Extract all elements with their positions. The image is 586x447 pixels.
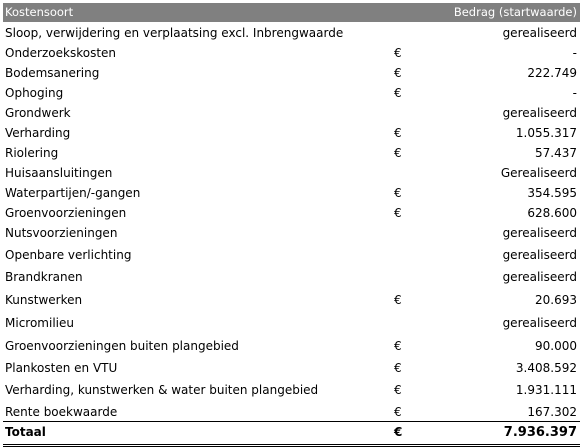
table-row bbox=[3, 336, 580, 356]
row-currency: € bbox=[394, 383, 402, 397]
row-currency: € bbox=[394, 126, 402, 140]
table-row bbox=[3, 203, 580, 223]
row-amount: gerealiseerd bbox=[502, 316, 577, 330]
row-label: Rente boekwaarde bbox=[5, 405, 118, 419]
row-amount: Gerealiseerd bbox=[500, 166, 577, 180]
row-amount: 167.302 bbox=[527, 405, 577, 419]
row-currency: € bbox=[394, 146, 402, 160]
row-label: Micromilieu bbox=[5, 316, 74, 330]
table-row bbox=[3, 380, 580, 400]
row-label: Huisaansluitingen bbox=[5, 166, 113, 180]
row-label: Ophoging bbox=[5, 86, 64, 100]
row-amount: 20.693 bbox=[535, 293, 577, 307]
row-amount: gerealiseerd bbox=[502, 270, 577, 284]
table-row bbox=[3, 183, 580, 203]
row-currency: € bbox=[394, 405, 402, 419]
table-row bbox=[3, 83, 580, 103]
table-row bbox=[3, 143, 580, 163]
row-amount: gerealiseerd bbox=[502, 26, 577, 40]
row-currency: € bbox=[394, 66, 402, 80]
row-amount: 222.749 bbox=[527, 66, 577, 80]
row-amount: - bbox=[572, 46, 577, 60]
row-label: Kunstwerken bbox=[5, 293, 83, 307]
table-row bbox=[3, 63, 580, 83]
row-currency: € bbox=[394, 186, 402, 200]
total-currency: € bbox=[394, 425, 403, 439]
table-row bbox=[3, 313, 580, 333]
row-label: Onderzoekskosten bbox=[5, 46, 117, 60]
row-label: Bodemsanering bbox=[5, 66, 100, 80]
row-label: Openbare verlichting bbox=[5, 248, 132, 262]
row-label: Groenvoorzieningen buiten plangebied bbox=[5, 339, 239, 353]
row-label: Riolering bbox=[5, 146, 59, 160]
table-row bbox=[3, 103, 580, 123]
row-currency: € bbox=[394, 339, 402, 353]
row-amount: - bbox=[572, 86, 577, 100]
table-row bbox=[3, 358, 580, 378]
row-amount: gerealiseerd bbox=[502, 226, 577, 240]
row-amount: 57.437 bbox=[535, 146, 577, 160]
table-row bbox=[3, 402, 580, 422]
row-label: Grondwerk bbox=[5, 106, 71, 120]
row-label: Sloop, verwijdering en verplaatsing excl. Inbrengwaarde bbox=[5, 26, 344, 40]
row-label: Groenvoorzieningen bbox=[5, 206, 127, 220]
row-currency: € bbox=[394, 293, 402, 307]
table-row bbox=[3, 290, 580, 310]
row-label: Verharding bbox=[5, 126, 71, 140]
table-header bbox=[3, 3, 580, 22]
row-amount: 1.931.111 bbox=[515, 383, 577, 397]
row-currency: € bbox=[394, 361, 402, 375]
row-amount: 354.595 bbox=[527, 186, 577, 200]
table-row bbox=[3, 245, 580, 265]
row-label: Brandkranen bbox=[5, 270, 83, 284]
table-row bbox=[3, 123, 580, 143]
table-row bbox=[3, 223, 580, 243]
table-row bbox=[3, 43, 580, 63]
header-amount: Bedrag (startwaarde) bbox=[453, 5, 577, 19]
row-amount: gerealiseerd bbox=[502, 248, 577, 262]
row-label: Nutsvoorzieningen bbox=[5, 226, 118, 240]
row-amount: gerealiseerd bbox=[502, 106, 577, 120]
row-currency: € bbox=[394, 86, 402, 100]
row-label: Waterpartijen/-gangen bbox=[5, 186, 141, 200]
table-row bbox=[3, 267, 580, 287]
table-row bbox=[3, 163, 580, 183]
total-label: Totaal bbox=[5, 425, 46, 439]
row-amount: 3.408.592 bbox=[515, 361, 577, 375]
row-amount: 628.600 bbox=[527, 206, 577, 220]
row-currency: € bbox=[394, 46, 402, 60]
row-label: Plankosten en VTU bbox=[5, 361, 118, 375]
row-amount: 1.055.317 bbox=[515, 126, 577, 140]
total-amount: 7.936.397 bbox=[503, 425, 577, 440]
header-cost-type: Kostensoort bbox=[5, 5, 74, 19]
row-label: Verharding, kunstwerken & water buiten plangebied bbox=[5, 383, 319, 397]
row-currency: € bbox=[394, 206, 402, 220]
row-amount: 90.000 bbox=[535, 339, 577, 353]
table-row bbox=[3, 23, 580, 43]
total-row bbox=[3, 421, 580, 447]
